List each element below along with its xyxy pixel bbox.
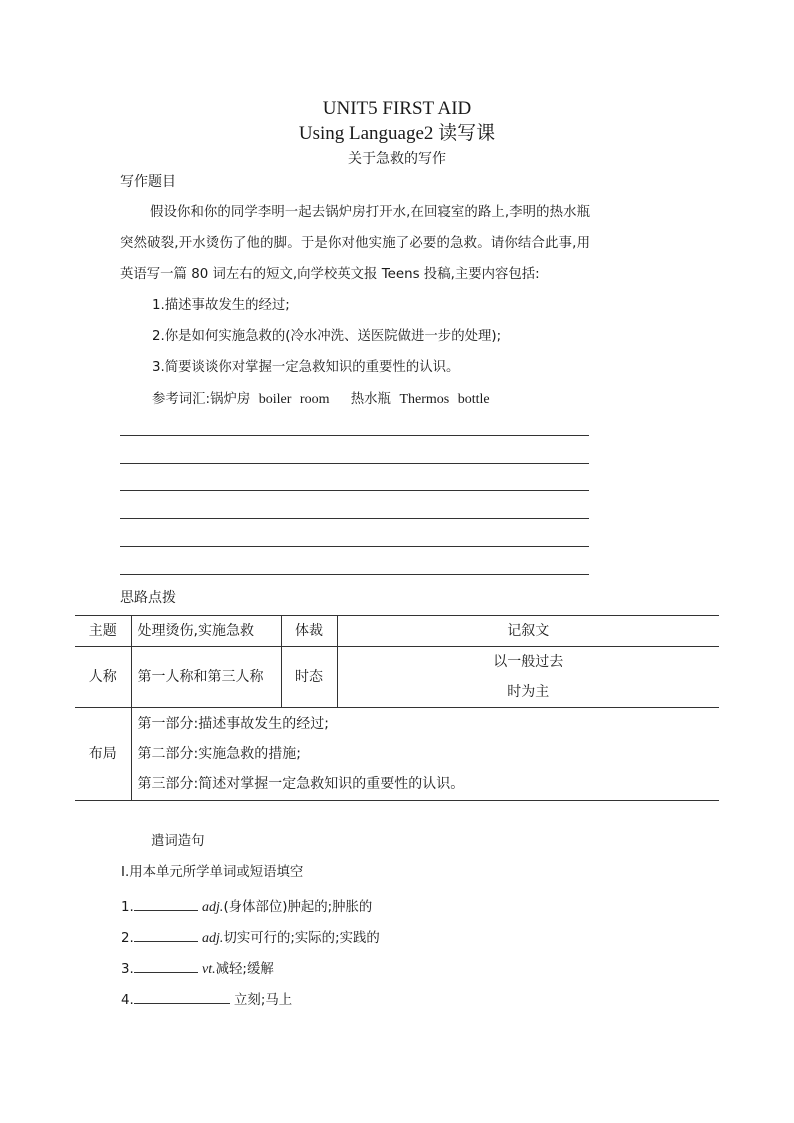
table-row — [75, 647, 719, 708]
layout-part-3: 第三部分:简述对掌握一定急救知识的重要性的认识。 — [137, 776, 465, 792]
answer-blank[interactable] — [134, 927, 198, 942]
hints-table — [75, 615, 719, 801]
exercise-heading: 遣词造句 — [151, 834, 205, 849]
task-point-1: 1.描述事故发生的经过; — [152, 298, 290, 313]
answer-blank[interactable] — [134, 989, 230, 1004]
answer-blank[interactable] — [134, 958, 198, 973]
item-number: 1. — [121, 900, 134, 915]
vocab-2-cn: 热水瓶 — [350, 392, 391, 407]
topic-title: 关于急救的写作 — [348, 151, 446, 167]
cell-genre-key: 体裁 — [281, 616, 337, 647]
exercise-item-1 — [121, 896, 372, 917]
vocab-line — [152, 391, 490, 409]
vocab-1-en: boiler room — [258, 392, 330, 407]
vocab-label: 参考词汇: — [152, 392, 211, 407]
vocab-2-en: Thermos bottle — [399, 392, 490, 407]
exercise-item-2 — [121, 927, 380, 948]
part-of-speech: adj. — [202, 900, 224, 915]
cell-layout-key: 布局 — [75, 708, 131, 801]
tense-value-text: 以一般过去时为主 — [493, 654, 564, 700]
exercise-item-3 — [121, 958, 274, 979]
unit-title: UNIT5 FIRST AID — [322, 98, 472, 119]
task-point-2: 2.你是如何实施急救的(冷水冲洗、送医院做进一步的处理); — [152, 329, 502, 344]
writing-line-4[interactable] — [120, 518, 589, 519]
hints-heading: 思路点拨 — [120, 590, 176, 606]
writing-line-6[interactable] — [120, 574, 589, 575]
item-meaning: 切实可行的;实际的;实践的 — [223, 931, 380, 946]
cell-genre-value: 记叙文 — [337, 616, 719, 647]
writing-line-3[interactable] — [120, 490, 589, 491]
cell-theme-value: 处理烫伤,实施急救 — [131, 616, 281, 647]
cell-person-key: 人称 — [75, 647, 131, 708]
writing-line-1[interactable] — [120, 435, 589, 436]
cell-layout-value — [131, 708, 719, 801]
task-point-3: 3.简要谈谈你对掌握一定急救知识的重要性的认识。 — [152, 360, 460, 375]
table-row — [75, 708, 719, 801]
exercise-section-title: Ⅰ.用本单元所学单词或短语填空 — [121, 865, 304, 880]
item-meaning: 减轻;缓解 — [215, 962, 274, 977]
vocab-1-cn: 锅炉房 — [210, 392, 251, 407]
cell-theme-key: 主题 — [75, 616, 131, 647]
cell-tense-key: 时态 — [281, 647, 337, 708]
cell-person-value: 第一人称和第三人称 — [131, 647, 281, 708]
item-number: 2. — [121, 931, 134, 946]
answer-blank[interactable] — [134, 896, 198, 911]
part-of-speech: vt. — [202, 962, 216, 977]
layout-part-1: 第一部分:描述事故发生的经过; — [137, 716, 329, 732]
table-row — [75, 616, 719, 647]
item-meaning: 立刻;马上 — [229, 993, 293, 1008]
item-number: 3. — [121, 962, 134, 977]
item-number: 4. — [121, 993, 134, 1008]
writing-task-paragraph: 假设你和你的同学李明一起去锅炉房打开水,在回寝室的路上,李明的热水瓶突然破裂,开水烫伤了他的脚。于是你对他实施了必要的急救。请你结合此事,用英语写一篇 80 词左右的短文,向学校英文报 Teens 投稿,主要内容包括: — [120, 205, 590, 282]
layout-part-2: 第二部分:实施急救的措施; — [137, 746, 301, 762]
item-meaning: (身体部位)肿起的;肿胀的 — [223, 900, 373, 915]
writing-line-2[interactable] — [120, 463, 589, 464]
writing-line-5[interactable] — [120, 546, 589, 547]
exercise-item-4 — [121, 989, 292, 1010]
part-of-speech: adj. — [202, 931, 224, 946]
lesson-title: Using Language2 读写课 — [298, 123, 496, 144]
cell-tense-value — [337, 647, 719, 708]
writing-task-heading: 写作题目 — [120, 174, 176, 190]
